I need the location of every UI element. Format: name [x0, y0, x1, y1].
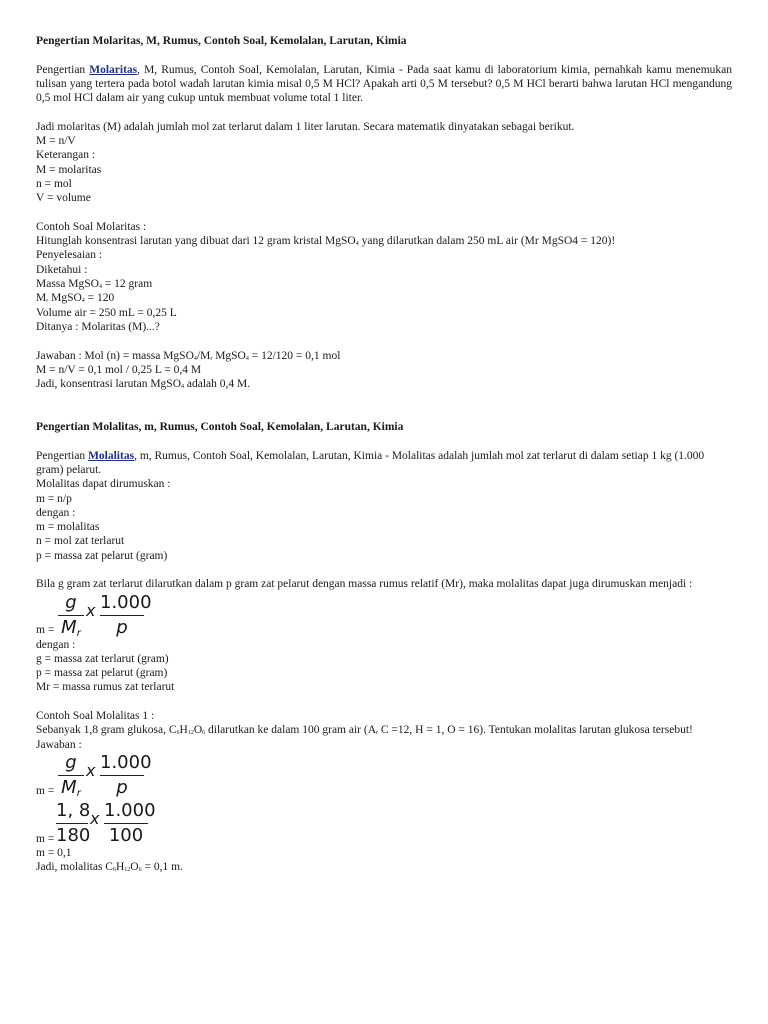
example-title: Contoh Soal Molaritas :	[36, 220, 147, 233]
molaritas-link[interactable]: Molaritas	[89, 63, 138, 76]
molalitas-definition: Molalitas dapat dirumuskan : m = n/p dengan : m = molalitas n = mol zat terlarut p = massa zat pelarut (gram)	[36, 478, 171, 562]
fraction-1000-over-p: 1.000 p	[100, 591, 152, 638]
example-question: Sebanyak 1,8 gram glukosa, $C_6H_{12}O_6$ dilarutkan ke dalam 100 gram air ($A_r$ C =12, H = 1, O = 16). Tentukan molalitas larutan glukosa tersebut!	[36, 724, 693, 737]
conclusion-line: Jadi, molalitas $C_6H_{12}O_6 = 0,1$ m.	[36, 861, 183, 874]
result-line: m = 0,1	[36, 846, 72, 859]
molaritas-example: Contoh Soal Molaritas : Hitunglah konsentrasi larutan yang dibuat dari 12 gram kristal MgSO$_4$ yang dilarutkan dalam 250 mL air (Mr MgSO4 = 120)! Penyelesaian : Diketahui : Massa MgSO$_4$ = 12 gram $M_r$ MgSO$_4$ = 120 Volume air = 250 mL = 0,25 L Ditanya : Molaritas (M)...? Jawaban : Mol (n) = massa $MgSO_4/M_r$ MgSO$_4$ = 12/120 = 0,1 mol M = n/V = 0,1 mol / 0,25 L = 0,4 M Jadi, konsentrasi larutan MgSO$_4$ adalah 0,4 M.	[36, 220, 732, 392]
intro-paragraph-molalitas: Pengertian Molalitas, m, Rumus, Contoh Soal, Kemolalan, Larutan, Kimia - Molalitas adalah jumlah mol zat terlarut di dalam setiap 1 kg (1.000 gram) pelarut.	[36, 449, 705, 476]
molalitas-example: Contoh Soal Molalitas 1 : Sebanyak 1,8 gram glukosa, $C_6H_{12}O_6$ dilarutkan ke dalam 100 gram air ($A_r$ C =12, H = 1, O = 16). Tentukan molalitas larutan glukosa tersebut! Jawaban : m = g $M_r$ x 1.000 p m = 1, 8 180 x 1.000 100 m = 0,1 Jadi, molalitas $C_6H_{12}O_6 = 0,1$ m.	[36, 709, 732, 874]
molalitas-link[interactable]: Molalitas	[88, 449, 135, 462]
molality-formula-general: m = g $M_r$ x 1.000 p	[36, 751, 152, 799]
section-heading-molalitas: Pengertian Molalitas, m, Rumus, Contoh Soal, Kemolalan, Larutan, Kimia	[36, 421, 404, 434]
section-heading-molaritas: Pengertian Molaritas, M, Rumus, Contoh Soal, Kemolalan, Larutan, Kimia	[36, 35, 407, 47]
relative-mass-text: Bila g gram zat terlarut dilarutkan dalam p gram zat pelarut dengan massa rumus relatif (Mr), maka molalitas dapat juga dirumuskan menjadi :	[36, 578, 693, 591]
intro-paragraph-molaritas: Pengertian Molaritas, M, Rumus, Contoh Soal, Kemolalan, Larutan, Kimia - Pada saat kamu di laboratorium kimia, pernahkah kamu menemukan tulisan yang tertera pada botol wadah larutan kimia misal 0,5 M HCl? Apakah arti 0,5 M tersebut? 0,5 M HCl berarti bahwa larutan HCl mengandung 0,5 mol HCl dalam air yang cukup untuk membuat volume total 1 liter.	[36, 63, 732, 105]
molality-legend: dengan : g = massa zat terlarut (gram) p = massa zat pelarut (gram) Mr = massa rumus zat terlarut	[36, 638, 175, 694]
example-question: Hitunglah konsentrasi larutan yang dibuat dari 12 gram kristal MgSO$_4$ yang dilarutkan dalam 250 mL air (Mr MgSO4 = 120)!	[36, 235, 616, 248]
document	[36, 34, 732, 875]
fraction-g-over-mr: g $M_r$	[58, 592, 84, 639]
molaritas-definition: Jadi molaritas (M) adalah jumlah mol zat terlarut dalam 1 liter larutan. Secara matematik dinyatakan sebagai berikut. M = n/V Keterangan : M = molaritas n = mol V = volume	[36, 120, 575, 205]
molality-formula-substituted: m = 1, 8 180 x 1.000 100	[36, 799, 156, 846]
molality-formula: m = g $M_r$ x 1.000 p	[36, 591, 152, 639]
